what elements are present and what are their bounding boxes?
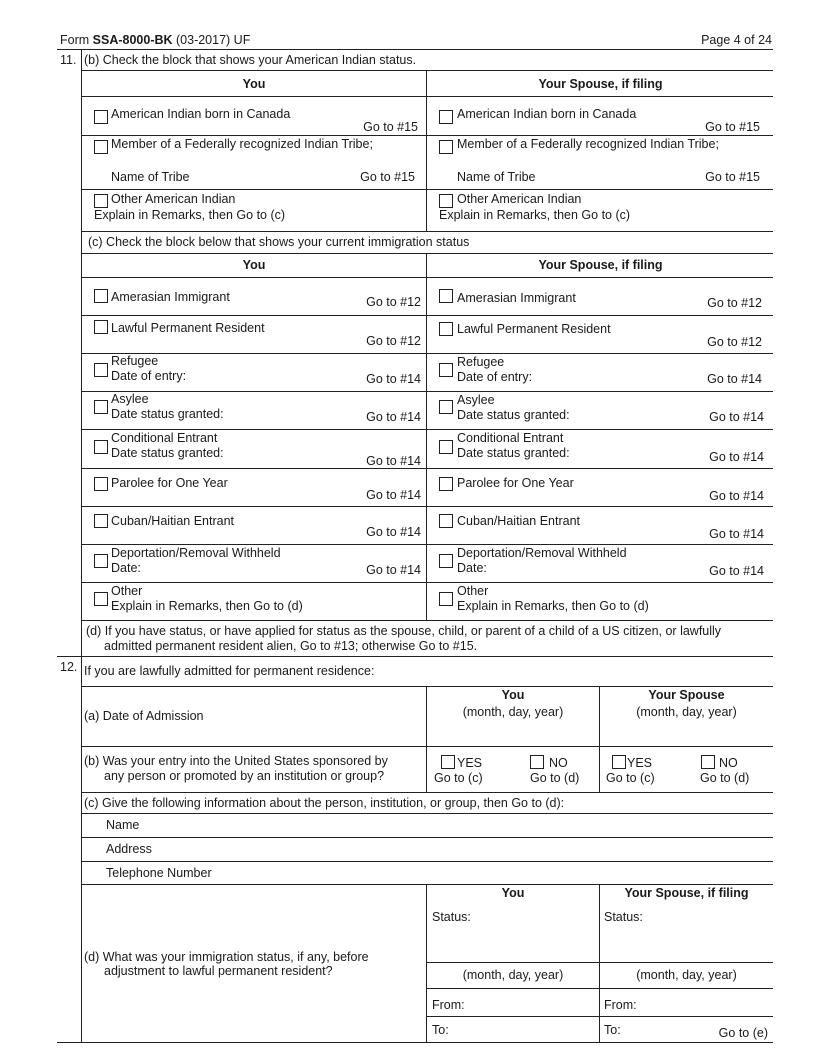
q11d-text-line1: (d) If you have status, or have applied for status as the spouse, child, or parent of a child of a US citizen, or lawfully: [86, 624, 722, 638]
q11c-you-deportation-sub: Date:: [111, 561, 141, 575]
q11b-you-canada-label: American Indian born in Canada: [111, 107, 291, 121]
q11c-spouse-deportation-checkbox[interactable]: [439, 554, 453, 568]
q11c-spouse-conditional-sub: Date status granted:: [457, 446, 570, 460]
q12a-label: (a) Date of Admission: [84, 709, 204, 723]
q12c-telephone-input[interactable]: [230, 863, 772, 883]
rule: [81, 96, 773, 97]
q12d-text-line1: (d) What was your immigration status, if any, before: [84, 950, 369, 964]
rule: [81, 813, 773, 814]
form-number: SSA-8000-BK: [92, 33, 173, 47]
col-divider: [426, 884, 427, 1042]
rule: [81, 582, 773, 583]
q12b-spouse-no-goto: Go to (d): [700, 771, 750, 785]
q12-intro: If you are lawfully admitted for permanent residence:: [84, 664, 375, 678]
q12d-you-date-format: (month, day, year): [462, 968, 564, 982]
q11c-spouse-cuban-label: Cuban/Haitian Entrant: [457, 514, 580, 528]
form-id: [60, 33, 250, 47]
q11c-spouse-lpr-checkbox[interactable]: [439, 322, 453, 336]
q11b-spouse-tribe-goto: Go to #15: [705, 170, 760, 184]
q11c-you-refugee-checkbox[interactable]: [94, 363, 108, 377]
q11d-text-line2: admitted permanent resident alien, Go to #13; otherwise Go to #15.: [104, 639, 478, 653]
q11c-spouse-deportation-label: Deportation/Removal Withheld: [457, 546, 627, 560]
q11c-spouse-parolee-checkbox[interactable]: [439, 477, 453, 491]
q11b-you-tribe-goto: Go to #15: [360, 170, 415, 184]
rule: [81, 70, 773, 71]
q12a-spouse-date-format: (month, day, year): [636, 705, 737, 719]
q11b-spouse-other-label: Other American Indian: [457, 192, 582, 206]
col-divider: [599, 884, 600, 1042]
q11c-spouse-asylee-label: Asylee: [457, 393, 495, 407]
q11c-you-amerasian-checkbox[interactable]: [94, 289, 108, 303]
q11c-spouse-lpr-goto: Go to #12: [707, 335, 762, 349]
header-rule: [57, 49, 773, 50]
q11c-spouse-asylee-checkbox[interactable]: [439, 400, 453, 414]
q12d-you-to-label: To:: [432, 1023, 449, 1037]
main-left-rule: [81, 49, 82, 1042]
q11c-you-amerasian-goto: Go to #12: [366, 295, 421, 309]
rule: [81, 189, 773, 190]
q11c-spouse-other-label: Other: [457, 584, 489, 598]
q11c-you-cuban-label: Cuban/Haitian Entrant: [111, 514, 234, 528]
q11c-you-conditional-label: Conditional Entrant: [111, 431, 218, 445]
q11c-spouse-conditional-label: Conditional Entrant: [457, 431, 564, 445]
rule: [81, 429, 773, 430]
bottom-rule: [57, 1042, 773, 1043]
q11c-spouse-asylee-sub: Date status granted:: [457, 408, 570, 422]
q12c-address-input[interactable]: [170, 839, 772, 859]
rule: [81, 620, 773, 621]
q11c-instruction: (c) Check the block below that shows your current immigration status: [88, 235, 470, 249]
q12d-spouse-from-label: From:: [604, 998, 637, 1012]
q12d-you-status-label: Status:: [432, 910, 471, 924]
q12b-you-no-checkbox[interactable]: [530, 755, 544, 769]
rule: [81, 468, 773, 469]
q11b-you-other-label: Other American Indian: [111, 192, 236, 206]
q11c-spouse-refugee-checkbox[interactable]: [439, 363, 453, 377]
q11c-you-deportation-checkbox[interactable]: [94, 554, 108, 568]
q12d-spouse-status-input[interactable]: [652, 906, 772, 958]
q11c-spouse-other-checkbox[interactable]: [439, 592, 453, 606]
q12d-col-you: You: [501, 886, 525, 900]
q11b-col-spouse: Your Spouse, if filing: [538, 77, 663, 91]
q11c-you-refugee-label: Refugee: [111, 354, 159, 368]
q12b-you-yes-goto: Go to (c): [434, 771, 483, 785]
q11c-you-deportation-goto: Go to #14: [366, 563, 421, 577]
form-prefix: Form: [60, 33, 93, 47]
q11b-spouse-tribe-label: Member of a Federally recognized Indian Tribe;: [457, 137, 719, 151]
rule: [81, 231, 773, 232]
q12d-you-to-input[interactable]: [456, 1019, 598, 1039]
q11b-instruction: (b) Check the block that shows your American Indian status.: [84, 53, 417, 67]
rule: [81, 391, 773, 392]
q11c-spouse-amerasian-checkbox[interactable]: [439, 289, 453, 303]
q11c-you-asylee-goto: Go to #14: [366, 410, 421, 424]
q12a-col-spouse: Your Spouse: [648, 688, 725, 702]
q11b-spouse-tribe-name-label: Name of Tribe: [457, 170, 536, 184]
rule: [81, 792, 773, 793]
q11c-spouse-conditional-goto: Go to #14: [709, 450, 764, 464]
q12b-you-no-label: NO: [549, 756, 568, 770]
q11b-you-other-sub: Explain in Remarks, then Go to (c): [94, 208, 286, 222]
q11b-spouse-canada-checkbox[interactable]: [439, 110, 453, 124]
q12b-you-yes-label: YES: [457, 756, 483, 770]
q11b-you-tribe-checkbox[interactable]: [94, 140, 108, 154]
q12d-you-from-input[interactable]: [472, 994, 598, 1014]
form-version: (03-2017) UF: [172, 33, 251, 47]
q11c-you-conditional-sub: Date status granted:: [111, 446, 224, 460]
q11c-you-lpr-checkbox[interactable]: [94, 320, 108, 334]
q11b-spouse-other-sub: Explain in Remarks, then Go to (c): [439, 208, 631, 222]
q12b-spouse-yes-checkbox[interactable]: [612, 755, 626, 769]
q11c-you-refugee-sub: Date of entry:: [111, 369, 187, 383]
rule: [426, 1016, 773, 1017]
q11c-you-other-checkbox[interactable]: [94, 592, 108, 606]
q11b-you-tribe-name-label: Name of Tribe: [111, 170, 190, 184]
q12a-you-date-input[interactable]: [427, 722, 599, 744]
q11c-you-lpr-goto: Go to #12: [366, 334, 421, 348]
q11c-spouse-refugee-sub: Date of entry:: [457, 370, 533, 384]
q11c-spouse-cuban-checkbox[interactable]: [439, 514, 453, 528]
rule: [81, 686, 773, 687]
rule: [81, 746, 773, 747]
q11c-col-spouse: Your Spouse, if filing: [538, 258, 663, 272]
q11c-spouse-amerasian-goto: Go to #12: [707, 296, 762, 310]
rule: [81, 315, 773, 316]
page-number: Page 4 of 24: [701, 33, 772, 47]
q11c-you-other-sub: Explain in Remarks, then Go to (d): [111, 599, 303, 613]
q11c-you-parolee-goto: Go to #14: [366, 488, 421, 502]
q11c-spouse-other-sub: Explain in Remarks, then Go to (d): [457, 599, 649, 613]
q12a-col-you: You: [501, 688, 525, 702]
col-divider: [426, 70, 427, 231]
q11b-you-canada-goto: Go to #15: [363, 120, 418, 134]
q11c-col-you: You: [242, 258, 266, 272]
q11c-spouse-lpr-label: Lawful Permanent Resident: [457, 322, 611, 336]
rule: [426, 962, 773, 963]
q12b-spouse-yes-label: YES: [627, 756, 653, 770]
q12d-spouse-date-format: (month, day, year): [636, 968, 737, 982]
q11c-you-conditional-goto: Go to #14: [366, 454, 421, 468]
q11c-spouse-deportation-sub: Date:: [457, 561, 487, 575]
q12d-spouse-status-label: Status:: [604, 910, 643, 924]
q12-number: 12.: [60, 660, 78, 674]
q11c-you-asylee-label: Asylee: [111, 392, 149, 406]
q11c-spouse-deportation-goto: Go to #14: [709, 564, 764, 578]
q11c-spouse-refugee-label: Refugee: [457, 355, 505, 369]
q12c-address-label: Address: [106, 842, 152, 856]
q11c-spouse-conditional-checkbox[interactable]: [439, 440, 453, 454]
rule: [81, 837, 773, 838]
q11c-spouse-refugee-goto: Go to #14: [707, 372, 762, 386]
rule: [81, 506, 773, 507]
q12d-spouse-goto: Go to (e): [718, 1026, 768, 1040]
q11c-you-asylee-checkbox[interactable]: [94, 400, 108, 414]
q12c-telephone-label: Telephone Number: [106, 866, 212, 880]
q11c-spouse-parolee-goto: Go to #14: [709, 489, 764, 503]
rule: [81, 353, 773, 354]
q11c-you-cuban-goto: Go to #14: [366, 525, 421, 539]
q12b-you-yes-checkbox[interactable]: [441, 755, 455, 769]
q11c-you-asylee-sub: Date status granted:: [111, 407, 224, 421]
q12c-name-label: Name: [106, 818, 140, 832]
q11b-you-tribe-label: Member of a Federally recognized Indian Tribe;: [111, 137, 373, 151]
q12d-text-line2: adjustment to lawful permanent resident?: [104, 964, 333, 978]
q11c-you-conditional-checkbox[interactable]: [94, 440, 108, 454]
q11-number: 11.: [60, 53, 77, 67]
q11b-spouse-canada-label: American Indian born in Canada: [457, 107, 637, 121]
q12b-text-line1: (b) Was your entry into the United States sponsored by: [84, 754, 388, 768]
q11c-you-deportation-label: Deportation/Removal Withheld: [111, 546, 281, 560]
rule: [81, 135, 773, 136]
q11b-you-other-checkbox[interactable]: [94, 194, 108, 208]
q11c-you-parolee-label: Parolee for One Year: [111, 476, 228, 490]
rule: [57, 656, 773, 657]
q12b-spouse-yes-goto: Go to (c): [606, 771, 655, 785]
q11c-you-refugee-goto: Go to #14: [366, 372, 421, 386]
rule: [426, 988, 773, 989]
q12d-spouse-to-label: To:: [604, 1023, 621, 1037]
q11c-you-cuban-checkbox[interactable]: [94, 514, 108, 528]
q11c-spouse-cuban-goto: Go to #14: [709, 527, 764, 541]
q11c-you-lpr-label: Lawful Permanent Resident: [111, 321, 265, 335]
q12b-you-no-goto: Go to (d): [530, 771, 580, 785]
q11b-spouse-canada-goto: Go to #15: [705, 120, 760, 134]
q11c-you-parolee-checkbox[interactable]: [94, 477, 108, 491]
q11c-spouse-amerasian-label: Amerasian Immigrant: [457, 291, 576, 305]
q12d-you-status-input[interactable]: [480, 906, 598, 958]
q12d-spouse-from-input[interactable]: [644, 994, 772, 1014]
q12b-spouse-no-label: NO: [719, 756, 738, 770]
q12b-text-line2: any person or promoted by an institution or group?: [104, 769, 385, 783]
q12c-instruction: (c) Give the following information about the person, institution, or group, then Go to (d):: [84, 796, 565, 810]
rule: [81, 544, 773, 545]
q11b-you-canada-checkbox[interactable]: [94, 110, 108, 124]
q12d-col-spouse: Your Spouse, if filing: [624, 886, 749, 900]
q12a-spouse-date-input[interactable]: [600, 722, 773, 744]
col-divider: [426, 253, 427, 620]
rule: [81, 277, 773, 278]
rule: [81, 253, 773, 254]
q12a-you-date-format: (month, day, year): [462, 705, 564, 719]
rule: [81, 861, 773, 862]
q11c-spouse-asylee-goto: Go to #14: [709, 410, 764, 424]
q11b-spouse-tribe-checkbox[interactable]: [439, 140, 453, 154]
q11c-you-amerasian-label: Amerasian Immigrant: [111, 290, 230, 304]
q11b-spouse-other-checkbox[interactable]: [439, 194, 453, 208]
q11b-col-you: You: [242, 77, 266, 91]
q12b-spouse-no-checkbox[interactable]: [701, 755, 715, 769]
q12c-name-input[interactable]: [160, 815, 772, 835]
rule: [81, 884, 773, 885]
q11c-spouse-parolee-label: Parolee for One Year: [457, 476, 574, 490]
q12d-you-from-label: From:: [432, 998, 465, 1012]
q11c-you-other-label: Other: [111, 584, 143, 598]
